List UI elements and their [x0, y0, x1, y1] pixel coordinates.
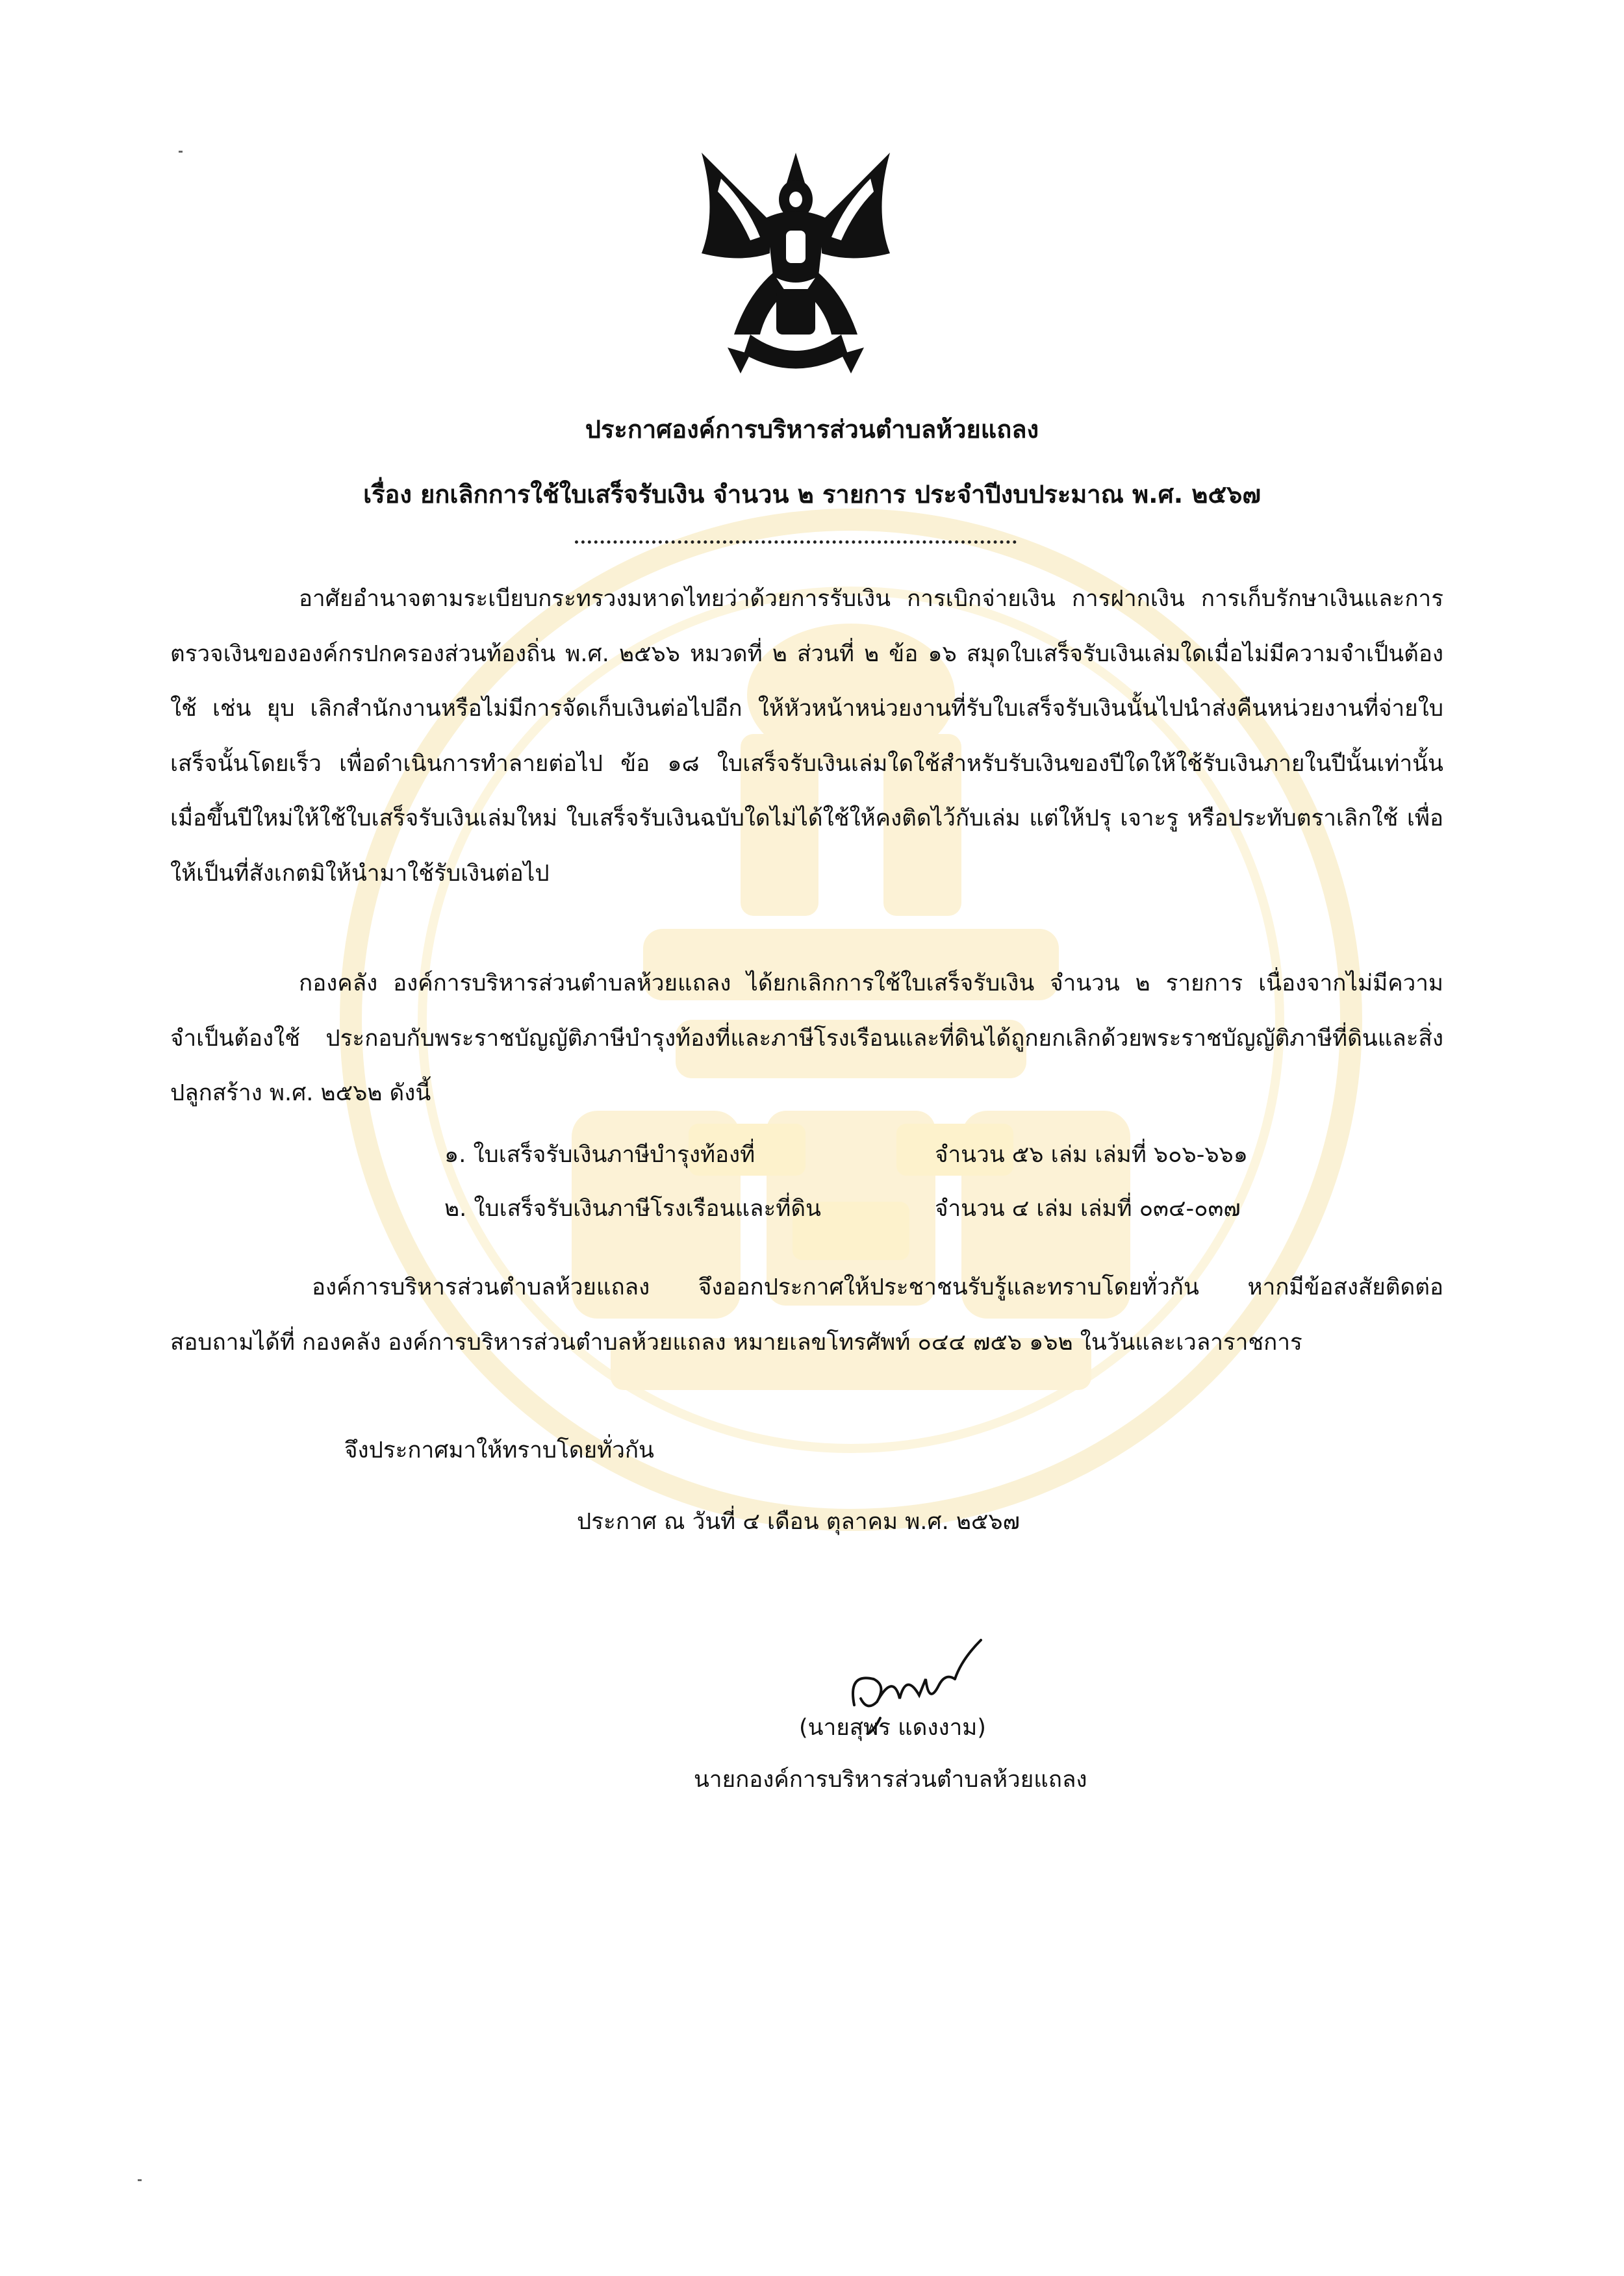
- body-paragraph-3: องค์การบริหารส่วนตำบลห้วยแถลง จึงออกประกาศให้ประชาชนรับรู้และทราบโดยทั่วกัน หากมีข้อสงสัยติดต่อสอบถามได้ที่ กองคลัง องค์การบริหารส่วนตำบลห้วยแถลง หมายเลขโทรศัพท์ ๐๔๔ ๗๕๖ ๑๖๒ ในวันและเวลาราชการ: [170, 1274, 1443, 1356]
- body-paragraph-2: กองคลัง องค์การบริหารส่วนตำบลห้วยแถลง ได้ยกเลิกการใช้ใบเสร็จรับเงิน จำนวน ๒ รายการ เนื่องจากไม่มีความจำเป็นต้องใช้ ประกอบกับพระราชบัญญัติภาษีบำรุงท้องที่และภาษีโรงเรือนและที่ดินได้ถูกยกเลิกด้วยพระราชบัญญัติภาษีที่ดินและสิ่งปลูกสร้าง พ.ศ. ๒๕๖๒ ดังนี้: [170, 970, 1443, 1106]
- announcement-date: ประกาศ ณ วันที่ ๔ เดือน ตุลาคม พ.ศ. ๒๕๖๗: [577, 1509, 1020, 1535]
- closing-sentence: จึงประกาศมาให้ทราบโดยทั่วกัน: [344, 1437, 654, 1463]
- dotted-divider: [575, 540, 1017, 544]
- receipt-item-detail: จำนวน ๕๖ เล่ม เล่มที่ ๖๐๖-๖๖๑: [935, 1142, 1248, 1168]
- announcement-title: ประกาศองค์การบริหารส่วนตำบลห้วยแถลง: [585, 415, 1039, 444]
- signer-name: (นายสุพร แดงงาม): [799, 1715, 986, 1741]
- scan-speck: [138, 2179, 142, 2181]
- receipt-item-label: ๑. ใบเสร็จรับเงินภาษีบำรุงท้องที่: [444, 1142, 755, 1168]
- garuda-emblem: [689, 140, 903, 383]
- signer-position: นายกองค์การบริหารส่วนตำบลห้วยแถลง: [694, 1767, 1087, 1793]
- announcement-subject: เรื่อง ยกเลิกการใช้ใบเสร็จรับเงิน จำนวน ๒ รายการ ประจำปีงบประมาณ พ.ศ. ๒๕๖๗: [363, 480, 1261, 509]
- scan-speck: [179, 151, 183, 153]
- receipt-item-label: ๒. ใบเสร็จรับเงินภาษีโรงเรือนและที่ดิน: [444, 1196, 821, 1222]
- receipt-item-detail: จำนวน ๔ เล่ม เล่มที่ ๐๓๔-๐๓๗: [935, 1196, 1241, 1222]
- body-paragraph-1: อาศัยอำนาจตามระเบียบกระทรวงมหาดไทยว่าด้วยการรับเงิน การเบิกจ่ายเงิน การฝากเงิน การเก็บรักษาเงินและการตรวจเงินขององค์กรปกครองส่วนท้องถิ่น พ.ศ. ๒๕๖๖ หมวดที่ ๒ ส่วนที่ ๒ ข้อ ๑๖ สมุดใบเสร็จรับเงินเล่มใดเมื่อไม่มีความจำเป็นต้องใช้ เช่น ยุบ เลิกสำนักงานหรือไม่มีการจัดเก็บเงินต่อไปอีก ให้หัวหน้าหน่วยงานที่รับใบเสร็จรับเงินนั้นไปนำส่งคืนหน่วยงานที่จ่ายใบเสร็จนั้นโดยเร็ว เพื่อดำเนินการทำลายต่อไป ข้อ ๑๘ ใบเสร็จรับเงินเล่มใดใช้สำหรับรับเงินของปีใดให้ใช้รับเงินภายในปีนั้นเท่านั้น เมื่อขึ้นปีใหม่ให้ใช้ใบเสร็จรับเงินเล่มใหม่ ใบเสร็จรับเงินฉบับใดไม่ได้ใช้ให้คงติดไว้กับเล่ม แต่ให้ปรุ เจาะรู หรือประทับตราเลิกใช้ เพื่อให้เป็นที่สังเกตมิให้นำมาใช้รับเงินต่อไป: [170, 586, 1443, 887]
